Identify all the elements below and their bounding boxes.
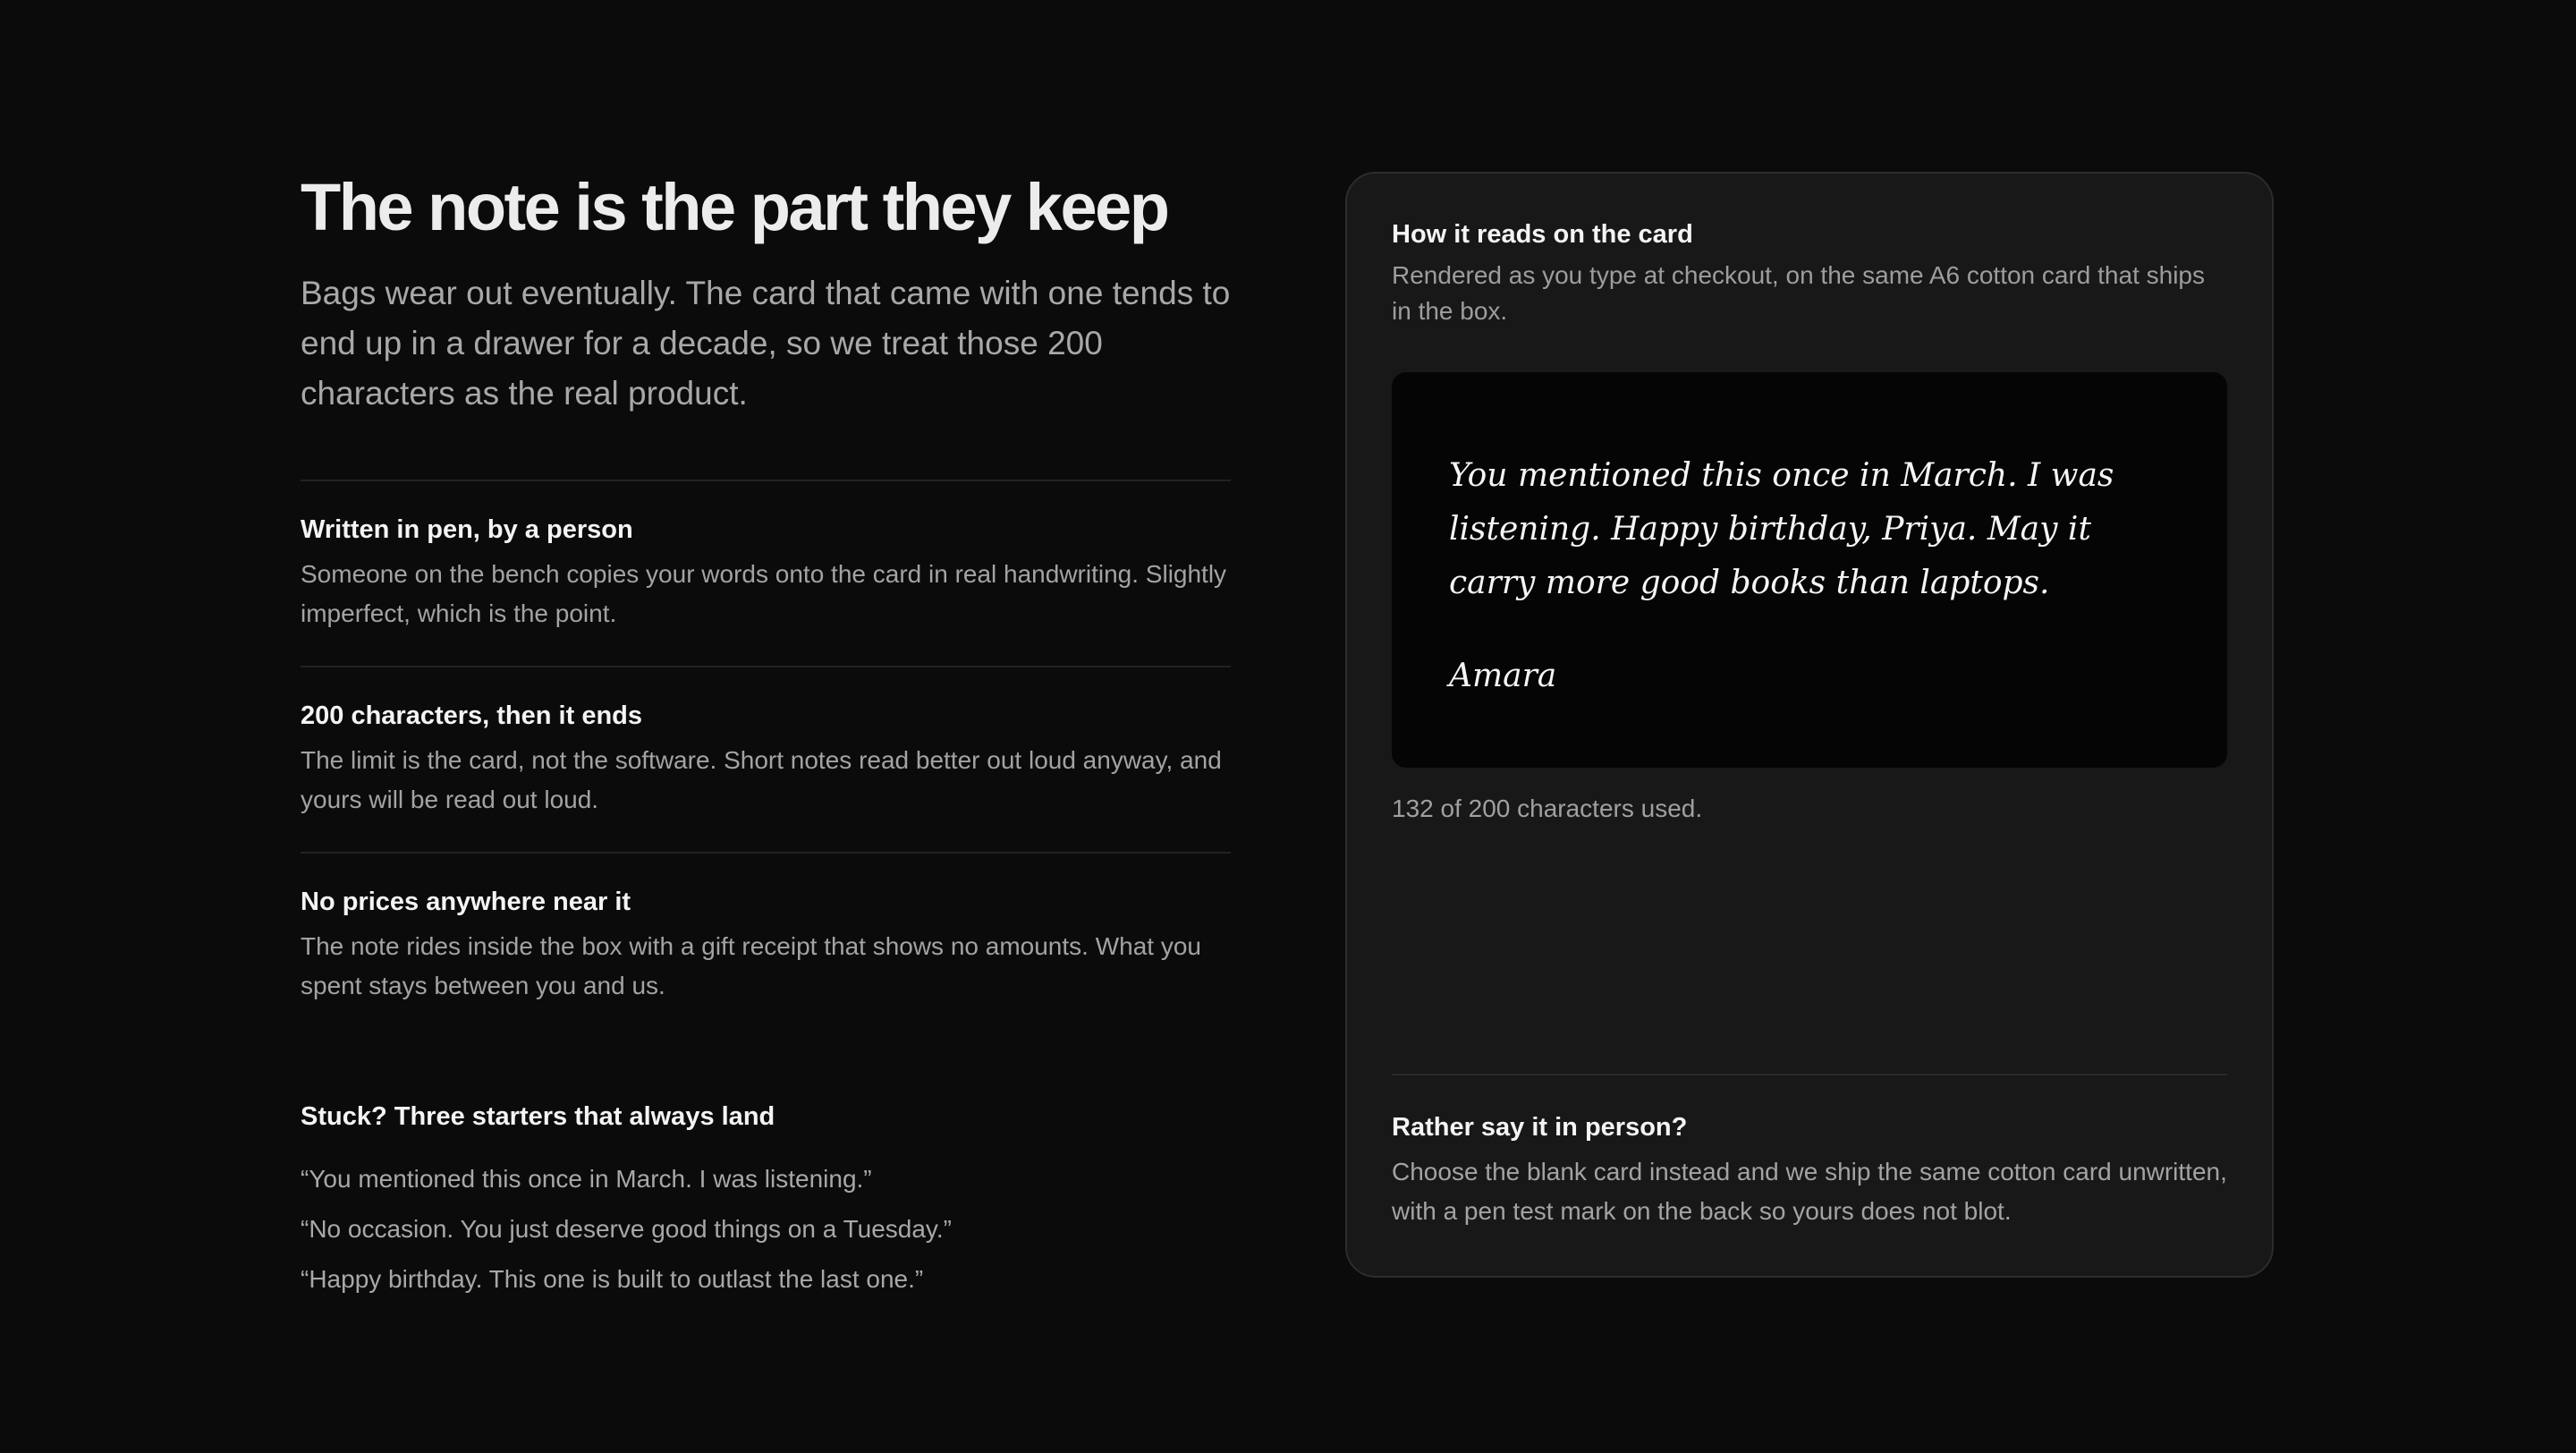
intro-paragraph: Bags wear out eventually. The card that came with one tends to end up in a drawer for a decade, so we treat those 200 characters as the real product. <box>301 275 1231 412</box>
feature-description: Someone on the bench copies your words onto the card in real handwriting. Slightly imperfect, which is the point. <box>301 560 1227 627</box>
starter-suggestion[interactable]: “Happy birthday. This one is built to outlast the last one.” <box>301 1265 924 1293</box>
preview-header <box>1392 218 2227 827</box>
feature-title: No prices anywhere near it <box>301 888 631 916</box>
feature-title: 200 characters, then it ends <box>301 701 642 730</box>
note-card-preview <box>1392 372 2227 768</box>
starters-title: Stuck? Three starters that always land <box>301 1102 775 1131</box>
info-column <box>301 170 1231 1304</box>
feature-item-no-prices <box>301 854 1231 1038</box>
card-signature: Amara <box>1449 658 1557 694</box>
page-title: The note is the part they keep <box>301 170 1168 244</box>
feature-item-character-limit <box>301 667 1231 854</box>
feature-description: The note rides inside the box with a gift receipt that shows no amounts. What you spent stays between you and us. <box>301 932 1201 999</box>
feature-description: The limit is the card, not the software. Short notes read better out loud anyway, and yours will be read out loud. <box>301 746 1222 813</box>
character-counter: 132 of 200 characters used. <box>1392 794 1703 822</box>
blank-card-option <box>1392 1074 2227 1231</box>
card-preview-panel <box>1345 172 2274 1278</box>
starter-suggestion[interactable]: “You mentioned this once in March. I was listening.” <box>301 1165 872 1193</box>
starters-section <box>301 1100 1231 1304</box>
blank-card-description: Choose the blank card instead and we ship the same cotton card unwritten, with a pen test mark on the back so yours does not blot. <box>1392 1158 2227 1225</box>
card-message: You mentioned this once in March. I was listening. Happy birthday, Priya. May it carry more good books than laptops. <box>1449 457 2114 601</box>
blank-card-title: Rather say it in person? <box>1392 1113 1688 1142</box>
starter-suggestion[interactable]: “No occasion. You just deserve good things on a Tuesday.” <box>301 1215 952 1243</box>
feature-title: Written in pen, by a person <box>301 515 633 544</box>
preview-subtitle: Rendered as you type at checkout, on the same A6 cotton card that ships in the box. <box>1392 261 2206 325</box>
preview-title: How it reads on the card <box>1392 220 1693 249</box>
feature-item-handwritten <box>301 481 1231 667</box>
feature-list <box>301 480 1231 1038</box>
